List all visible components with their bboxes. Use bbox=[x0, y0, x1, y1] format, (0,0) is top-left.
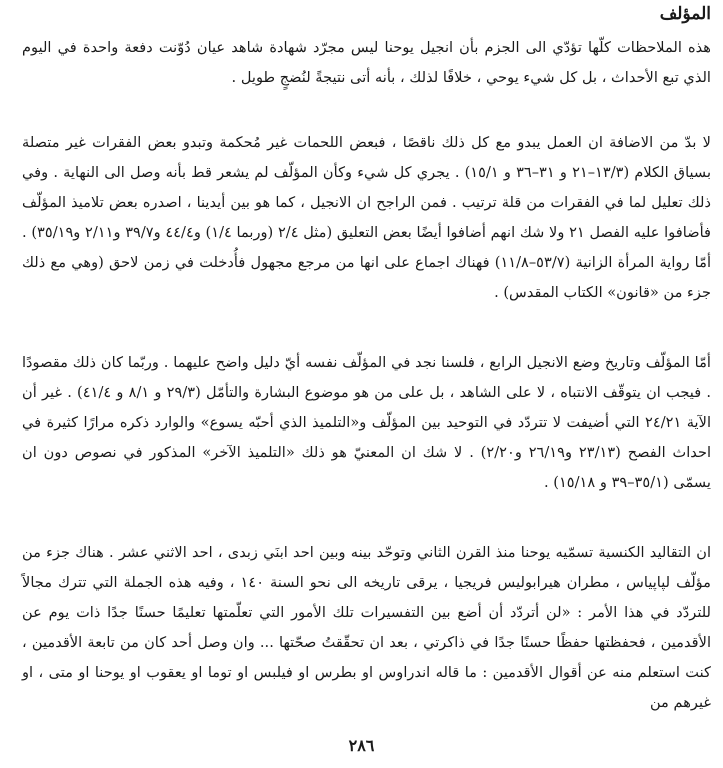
paragraph-1: هذه الملاحظات كلّها تؤدّي الى الجزم بأن انجيل يوحنا ليس مجرّد شهادة شاهد عيان دُوّنت دفعة واحدة في اليوم الذي تبع الأحداث ، بل كل شيء يوحي ، خلافًا لذلك ، بأنه أتى نتيجةً لنُضجٍ طويل . bbox=[22, 39, 711, 86]
page-number: ٢٨٦ bbox=[348, 736, 375, 755]
paragraph-4: ان التقاليد الكنسية تسمّيه يوحنا منذ القرن الثاني وتوحّد بينه وبين احد ابنَي زبدى ، احد الاثني عشر . هناك جزء من مؤلّف لپاپياس ، مطران هيرابوليس فريجيا ، يرقى تاريخه الى نحو السنة ١٤٠ ، وفيه هذه الجملة التي تترك مجالاً للتردّد في هذا الأمر : «لن أتردّد أن أضع بين التفسيرات تلك الأمور التي تعلّمتها تعليمًا حسنًا جدًا ذات يوم عن الأقدمين ، فحفظتها حفظًا حسنًا جدًا في ذاكرتي ، بعد ان تحقّقتُ صحّتها ... وان وصل أحد كان من تابعة الأقدمين ، كنت استعلم منه عن أقوال الأقدمين : ما قاله اندراوس او بطرس او فيلبس او توما او يعقوب او يوحنا او متى ، او غيرهم من bbox=[22, 544, 712, 711]
paragraph-3: أمّا المؤلّف وتاريخ وضع الانجيل الرابع ، فلسنا نجد في المؤلّف نفسه أيّ دليل واضح عليهما . وربّما كان ذلك مقصودًا . فيجب ان يتوقّف الانتباه ، لا على الشاهد ، بل على من هو موضوع البشارة والتأمّل (٢٩/٣ و ٨/١ و ٤١/٤) . غير أن الآية ٢٤/٢١ التي أضيفت لا تتردّد في التوحيد بين المؤلّف و«التلميذ الذي أحبّه يسوع» والوارد ذكره مرارًا كثيرة في احداث الفصح (٢٣/١٣ و٢٦/١٩ و٢/٢٠) . لا شك ان المعنيّ هو ذلك «التلميذ الآخر» المذكور في نصوص دون ان يسمّى (٣٥/١–٣٩ و ١٥/١٨) . bbox=[22, 354, 712, 491]
paragraph-2: لا بدّ من الاضافة ان العمل يبدو مع كل ذلك ناقصًا ، فبعض اللحمات غير مُحكمة وتبدو بعض الفقرات غير متصلة بسياق الكلام (١٣/٣–٢١ و ٣١–٣٦ و ١٥/١) . يجري كل شيء وكأن المؤلّف لم يشعر قط بأنه وصل الى النهاية . وفي ذلك تعليل لما في الفقرات من قلة ترتيب . فمن الراجح ان الانجيل ، كما هو بين أيدينا ، اصدره بعض تلاميذ المؤلّف فأضافوا عليه الفصل ٢١ ولا شك انهم أضافوا أيضًا بعض التعليق (مثل ٢/٤ (وربما ١/٤) و٤٤/٤ و٣٩/٧ و٢/١١ و٣٥/١٩) . أمّا رواية المرأة الزانية (٥٣/٧–١١/٨) فهناك اجماع على انها من مرجع مجهول فأُدخلت في زمن لاحق (وهي مع ذلك جزء من «قانون» الكتاب المقدس) . bbox=[22, 134, 712, 301]
section-heading: المؤلف bbox=[659, 4, 711, 24]
